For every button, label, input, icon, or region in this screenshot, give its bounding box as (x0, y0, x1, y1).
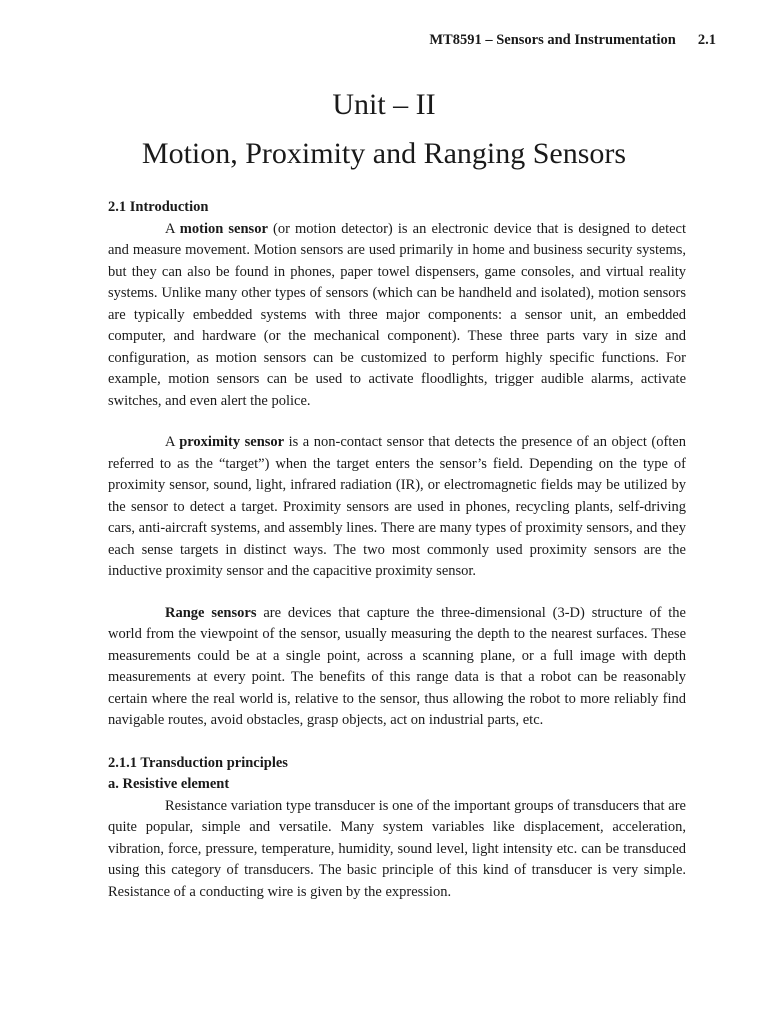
term-range-sensors: Range sensors (165, 604, 257, 621)
paragraph-proximity-sensor (108, 432, 686, 583)
section-heading-transduction-principles: 2.1.1 Transduction principles (108, 754, 288, 771)
paragraph-lead: A (165, 434, 180, 450)
paragraph-lead: A (165, 220, 180, 237)
paragraph-text: is a non-contact sensor that detects the presence of an object (often referred to as the “target”) when the target enters the sensor’s field. Depending on the type of proximity sensor, sound, light, infrared radiation (IR), or electromagnetic fields may be utilized by the sensor to detect a target. Proximity sensors are used in phones, recycling plants, self-driving cars, anti-aircraft systems, and assembly lines. There are many types of proximity sensors, and they each sense targets in distinct ways. The two most commonly used proximity sensors are the inductive proximity sensor and the capacitive proximity sensor. (108, 434, 686, 579)
paragraph-range-sensors (108, 603, 686, 732)
paragraph-motion-sensor (108, 219, 686, 413)
paragraph-text: are devices that capture the three-dimensional (3-D) structure of the world from the viewpoint of the sensor, usually measuring the depth to the nearest surfaces. These measurements could be at a single point, across a scanning plane, or a full image with depth measurements at every point. The benefits of this range data is that a robot can be reasonably certain where the real world is, relative to the sensor, thus allowing the robot to more reliably find navigable routes, avoid obstacles, grasp objects, act on industrial parts, etc. (108, 604, 686, 728)
body-content (108, 197, 686, 903)
unit-label: Unit – II (332, 88, 436, 121)
chapter-title: Motion, Proximity and Ranging Sensors (141, 137, 627, 170)
page-number: 2.1 (697, 32, 716, 48)
paragraph-text: (or motion detector) is an electronic device that is designed to detect and measure movement. Motion sensors are used primarily in home and business security systems, but they can also be found in phones, paper towel dispensers, game consoles, and virtual reality systems. Unlike many other types of sensors (which can be handheld and isolated), motion sensors are typically embedded systems with three major components: a sensor unit, an embedded computer, and hardware (or the mechanical component). These three parts vary in size and configuration, as motion sensors can be customized to perform highly specific functions. For example, motion sensors can be used to activate floodlights, trigger audible alarms, activate switches, and even alert the police. (108, 220, 686, 409)
running-header (429, 32, 716, 49)
term-proximity-sensor: proximity sensor (179, 434, 285, 450)
course-title: MT8591 – Sensors and Instrumentation (429, 32, 676, 48)
paragraph-resistive-element: Resistance variation type transducer is one of the important groups of transducers that are quite popular, simple and versatile. Many system variables like displacement, acceleration, vibration, force, pressure, temperature, humidity, sound level, light intensity etc. can be transduced using this category of transducers. The basic principle of this kind of transducer is very simple. Resistance of a conducting wire is given by the expression. (108, 797, 686, 900)
term-motion-sensor: motion sensor (179, 220, 268, 237)
section-heading-introduction: 2.1 Introduction (108, 199, 209, 215)
subsection-heading-resistive-element: a. Resistive element (108, 776, 230, 792)
